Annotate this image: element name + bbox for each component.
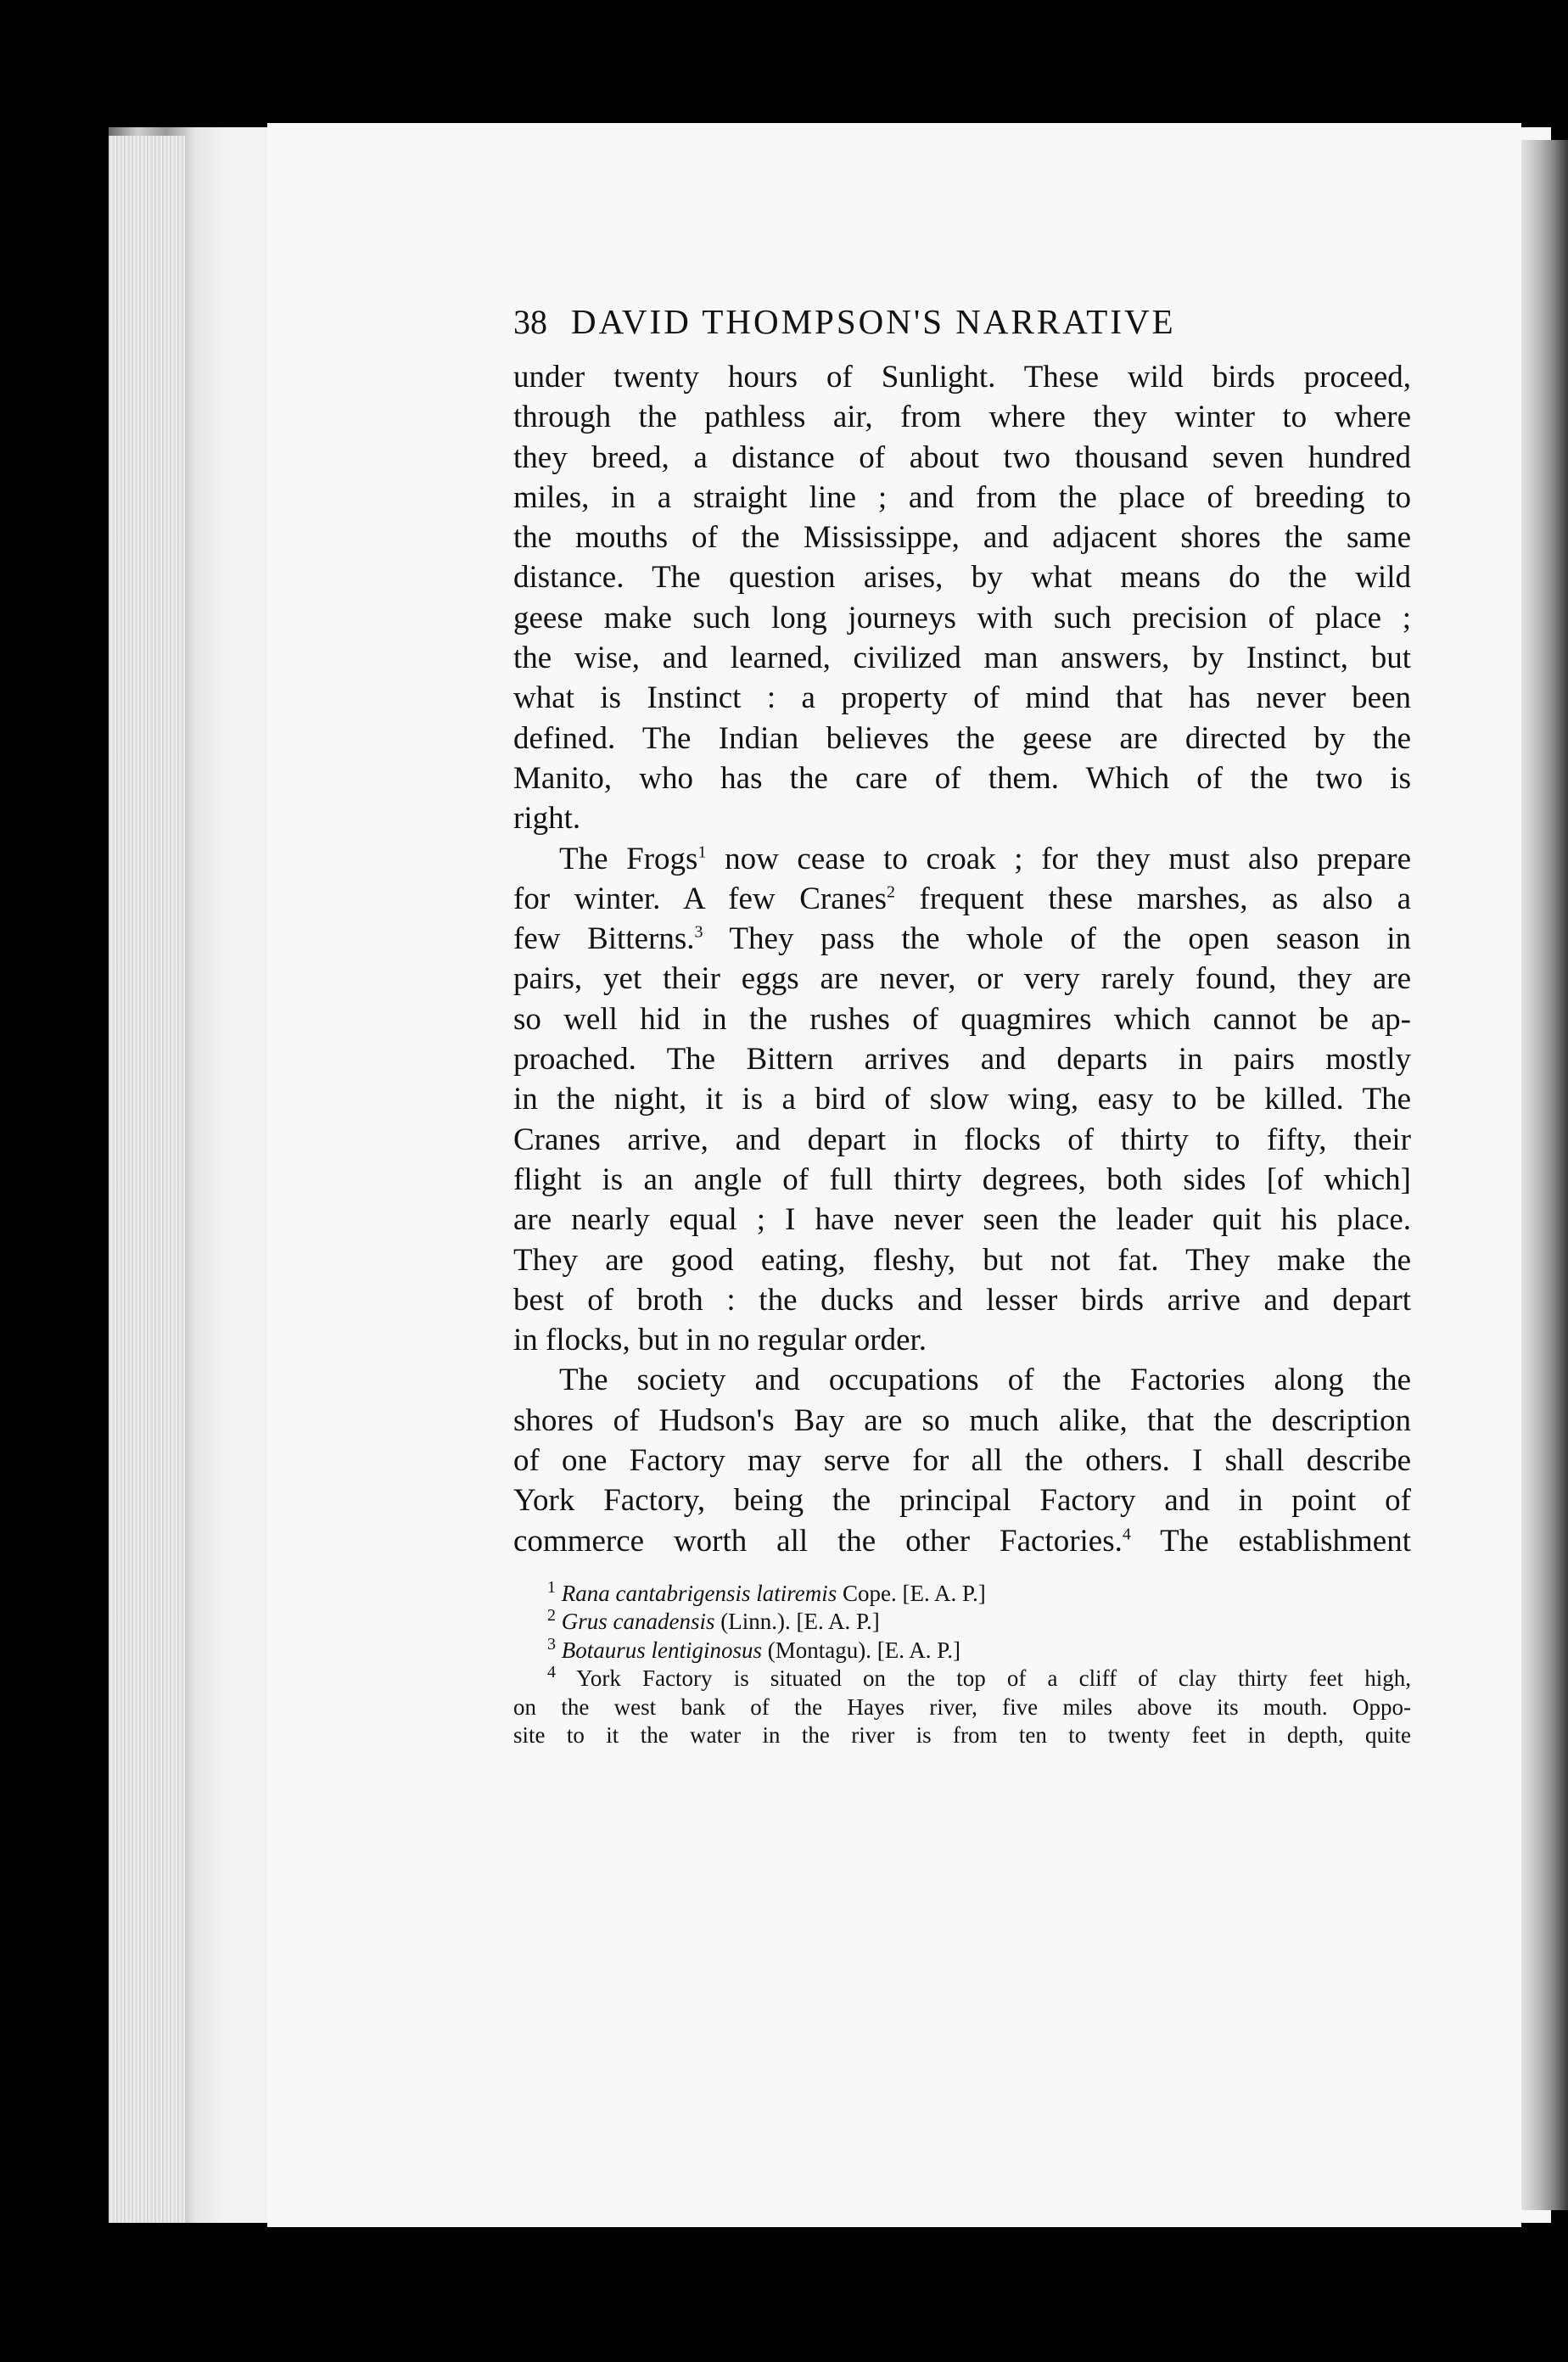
text-fragment: commerce worth all the other Factories. (513, 1523, 1123, 1559)
text-fragment: now cease to croak ; for they must also prepare (725, 841, 1412, 876)
text-line: proached. The Bittern arrives and departs in pairs mostly (513, 1042, 1411, 1077)
text-line: York Factory, being the principal Factory and in point of (513, 1483, 1411, 1519)
text-line: so well hid in the rushes of quagmires which cannot be ap- (513, 1001, 1411, 1037)
text-line: pairs, yet their eggs are never, or very rarely found, they are (513, 961, 1411, 997)
text-line: The society and occupations of the Factories along the (559, 1363, 1411, 1398)
footnote-3 (513, 1634, 1411, 1665)
text-line: the mouths of the Mississippe, and adjacent shores the same (513, 520, 1411, 556)
running-header (513, 301, 1411, 357)
text-fragment: The establishment (1160, 1523, 1411, 1559)
text-line: distance. The question arises, by what means do the wild (513, 560, 1411, 596)
page-text (513, 301, 1411, 1750)
species-name: Grus canadensis (561, 1609, 715, 1635)
running-title: DAVID THOMPSON'S NARRATIVE (571, 302, 1176, 341)
text-fragment: frequent these marshes, as also a (919, 881, 1411, 916)
species-name: Rana cantabrigensis latiremis (561, 1580, 837, 1606)
text-line: in the night, it is a bird of slow wing, easy to be killed. The (513, 1082, 1411, 1117)
footnote-2 (513, 1608, 1411, 1637)
text-line: under twenty hours of Sunlight. These wild birds proceed, (513, 360, 1411, 395)
text-line: shores of Hudson's Bay are so much alike, that the description (513, 1402, 1411, 1438)
text-line: are nearly equal ; I have never seen the leader quit his place. (513, 1202, 1411, 1238)
footnote-4-line: site to it the water in the river is from ten to twenty feet in depth, quite (513, 1722, 1411, 1749)
footnote-4-line: on the west bank of the Hayes river, five miles above its mouth. Oppo- (513, 1693, 1411, 1720)
text-line: defined. The Indian believes the geese are directed by the (513, 720, 1411, 756)
footnote-4-line (513, 1665, 1411, 1693)
text-line: right. (513, 801, 581, 837)
footnote-text: (Montagu). [E. A. P.] (767, 1637, 960, 1663)
text-line: best of broth : the ducks and lesser birds arrive and depart (513, 1282, 1411, 1318)
text-line: through the pathless air, from where they winter to where (513, 400, 1411, 435)
text-line (513, 919, 1411, 959)
page-number: 38 (513, 303, 547, 341)
text-line: geese make such long journeys with such precision of place ; (513, 600, 1411, 635)
note-mark: 1 (697, 842, 707, 862)
text-line: of one Factory may serve for all the others. I shall describe (513, 1443, 1411, 1479)
note-mark: 3 (694, 922, 703, 942)
text-line (513, 839, 1411, 879)
book-right-edge (1519, 140, 1568, 2210)
footnote-text: (Linn.). [E. A. P.] (720, 1609, 880, 1635)
footnote-text: Cope. [E. A. P.] (843, 1580, 986, 1606)
text-line (513, 1521, 1411, 1561)
text-fragment: The Frogs (559, 841, 698, 876)
footnote-mark: 1 (547, 1577, 556, 1597)
page-edges (109, 136, 185, 2223)
footnote-mark: 2 (547, 1606, 556, 1626)
paragraph-2 (513, 839, 1411, 1361)
text-line: in flocks, but in no regular order. (513, 1323, 927, 1358)
text-line: Manito, who has the care of them. Which of the two is (513, 760, 1411, 796)
text-line: they breed, a distance of about two thousand seven hundred (513, 439, 1411, 475)
note-mark: 2 (886, 882, 895, 902)
text-line: miles, in a straight line ; and from the place of breeding to (513, 479, 1411, 515)
paragraph-3 (513, 1360, 1411, 1560)
footnotes (513, 1577, 1411, 1750)
text-line: what is Instinct : a property of mind that has never been (513, 680, 1411, 716)
text-fragment: They pass the whole of the open season in (729, 921, 1411, 957)
footnote-text: York Factory is situated on the top of a cliff of clay thirty feet high, (576, 1665, 1411, 1692)
note-mark: 4 (1122, 1525, 1131, 1544)
footnote-1 (513, 1577, 1411, 1609)
text-line (513, 879, 1411, 919)
footnote-mark: 3 (547, 1634, 556, 1654)
paragraph-1 (513, 357, 1411, 839)
text-fragment: few Bitterns. (513, 921, 695, 957)
text-line: the wise, and learned, civilized man answers, by Instinct, but (513, 641, 1411, 676)
text-line: Cranes arrive, and depart in flocks of thirty to fifty, their (513, 1122, 1411, 1157)
species-name: Botaurus lentiginosus (561, 1637, 763, 1663)
text-fragment: for winter. A few Cranes (513, 881, 887, 916)
text-line: flight is an angle of full thirty degrees, both sides [of which] (513, 1161, 1411, 1197)
text-line: They are good eating, fleshy, but not fat. They make the (513, 1242, 1411, 1278)
footnote-mark: 4 (547, 1663, 556, 1682)
